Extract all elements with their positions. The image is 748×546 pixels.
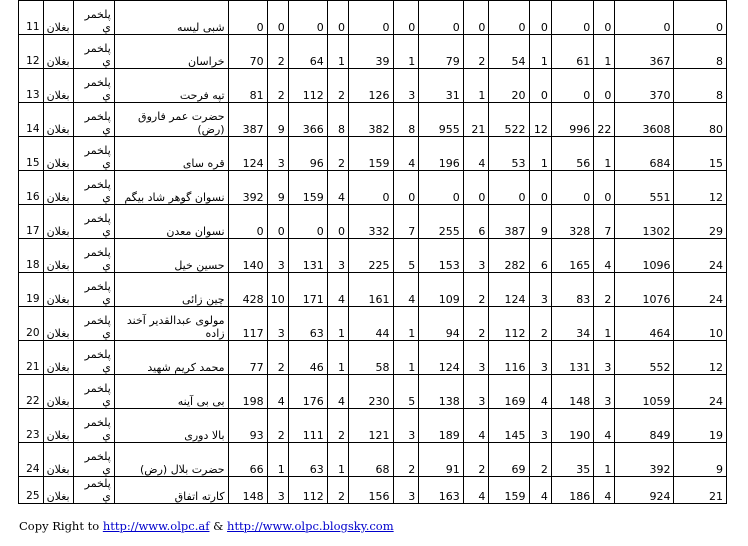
value-cell: 69 bbox=[489, 443, 529, 477]
value-cell: 189 bbox=[419, 409, 464, 443]
value-cell: 392 bbox=[615, 443, 674, 477]
value-cell: 2 bbox=[463, 273, 489, 307]
value-cell: 68 bbox=[348, 443, 393, 477]
province-cell: پلخمري bbox=[73, 171, 114, 205]
value-cell: 392 bbox=[228, 171, 267, 205]
value-cell: 53 bbox=[489, 137, 529, 171]
value-cell: 190 bbox=[551, 409, 593, 443]
value-cell: 1 bbox=[327, 307, 348, 341]
table-row bbox=[19, 239, 727, 273]
value-cell: 112 bbox=[288, 69, 327, 103]
value-cell: 2 bbox=[267, 341, 288, 375]
district-cell: بغلان bbox=[43, 205, 73, 239]
school-name-cell: کارته اتفاق bbox=[114, 477, 228, 504]
value-cell: 198 bbox=[228, 375, 267, 409]
value-cell: 171 bbox=[288, 273, 327, 307]
value-cell: 2 bbox=[393, 443, 419, 477]
value-cell: 94 bbox=[419, 307, 464, 341]
school-name-cell: قره سای bbox=[114, 137, 228, 171]
value-cell: 382 bbox=[348, 103, 393, 137]
value-cell: 39 bbox=[348, 35, 393, 69]
value-cell: 2 bbox=[267, 69, 288, 103]
province-cell: پلخمري bbox=[73, 273, 114, 307]
district-cell: بغلان bbox=[43, 239, 73, 273]
value-cell: 4 bbox=[267, 375, 288, 409]
value-cell: 61 bbox=[551, 35, 593, 69]
value-cell: 0 bbox=[489, 1, 529, 35]
district-cell: بغلان bbox=[43, 375, 73, 409]
value-cell: 3 bbox=[393, 409, 419, 443]
value-cell: 3 bbox=[594, 341, 615, 375]
school-name-cell: تپه فرحت bbox=[114, 69, 228, 103]
value-cell: 4 bbox=[463, 477, 489, 504]
olpc-blogsky-link[interactable]: http://www.olpc.blogsky.com bbox=[227, 519, 394, 533]
row-number: 22 bbox=[19, 375, 44, 409]
value-cell: 4 bbox=[393, 273, 419, 307]
value-cell: 4 bbox=[327, 375, 348, 409]
value-cell: 58 bbox=[348, 341, 393, 375]
value-cell: 186 bbox=[551, 477, 593, 504]
value-cell: 31 bbox=[419, 69, 464, 103]
row-number: 19 bbox=[19, 273, 44, 307]
value-cell: 3 bbox=[529, 341, 551, 375]
value-cell: 282 bbox=[489, 239, 529, 273]
value-cell: 121 bbox=[348, 409, 393, 443]
district-cell: بغلان bbox=[43, 273, 73, 307]
value-cell: 0 bbox=[594, 171, 615, 205]
value-cell: 230 bbox=[348, 375, 393, 409]
province-cell: پلخمري bbox=[73, 477, 114, 504]
value-cell: 1 bbox=[594, 307, 615, 341]
value-cell: 148 bbox=[551, 375, 593, 409]
value-cell: 6 bbox=[529, 239, 551, 273]
value-cell: 0 bbox=[393, 171, 419, 205]
value-cell: 159 bbox=[348, 137, 393, 171]
value-cell: 4 bbox=[393, 137, 419, 171]
value-cell: 96 bbox=[288, 137, 327, 171]
value-cell: 159 bbox=[288, 171, 327, 205]
value-cell: 4 bbox=[594, 477, 615, 504]
value-cell: 0 bbox=[463, 171, 489, 205]
value-cell: 2 bbox=[327, 137, 348, 171]
value-cell: 5 bbox=[393, 239, 419, 273]
value-cell: 1302 bbox=[615, 205, 674, 239]
province-cell: پلخمري bbox=[73, 35, 114, 69]
school-name-cell: حضرت عمر فاروق (رض) bbox=[114, 103, 228, 137]
value-cell: 169 bbox=[489, 375, 529, 409]
schools-table bbox=[18, 0, 727, 504]
value-cell: 156 bbox=[348, 477, 393, 504]
value-cell: 2 bbox=[529, 307, 551, 341]
value-cell: 2 bbox=[463, 307, 489, 341]
school-name-cell: نسوان گوهر شاد بیگم bbox=[114, 171, 228, 205]
value-cell: 131 bbox=[551, 341, 593, 375]
row-number: 24 bbox=[19, 443, 44, 477]
value-cell: 64 bbox=[288, 35, 327, 69]
value-cell: 3 bbox=[267, 137, 288, 171]
value-cell: 5 bbox=[393, 375, 419, 409]
value-cell: 0 bbox=[267, 205, 288, 239]
value-cell: 20 bbox=[489, 69, 529, 103]
value-cell: 66 bbox=[228, 443, 267, 477]
table-row bbox=[19, 273, 727, 307]
table-row bbox=[19, 137, 727, 171]
value-cell: 225 bbox=[348, 239, 393, 273]
value-cell: 159 bbox=[489, 477, 529, 504]
value-cell: 1 bbox=[327, 35, 348, 69]
value-cell: 12 bbox=[674, 171, 727, 205]
value-cell: 255 bbox=[419, 205, 464, 239]
table-row bbox=[19, 171, 727, 205]
value-cell: 7 bbox=[393, 205, 419, 239]
table-body bbox=[19, 1, 727, 504]
value-cell: 1 bbox=[327, 443, 348, 477]
table-row bbox=[19, 103, 727, 137]
province-cell: پلخمري bbox=[73, 205, 114, 239]
value-cell: 0 bbox=[594, 69, 615, 103]
value-cell: 1 bbox=[393, 341, 419, 375]
province-cell: پلخمري bbox=[73, 239, 114, 273]
value-cell: 3 bbox=[529, 273, 551, 307]
district-cell: بغلان bbox=[43, 103, 73, 137]
value-cell: 9 bbox=[267, 103, 288, 137]
copyright-footer bbox=[19, 519, 394, 533]
value-cell: 22 bbox=[594, 103, 615, 137]
value-cell: 8 bbox=[674, 35, 727, 69]
province-cell: پلخمري bbox=[73, 443, 114, 477]
row-number: 25 bbox=[19, 477, 44, 504]
value-cell: 54 bbox=[489, 35, 529, 69]
value-cell: 2 bbox=[594, 273, 615, 307]
value-cell: 145 bbox=[489, 409, 529, 443]
value-cell: 8 bbox=[393, 103, 419, 137]
province-cell: پلخمري bbox=[73, 307, 114, 341]
value-cell: 2 bbox=[327, 477, 348, 504]
value-cell: 4 bbox=[529, 375, 551, 409]
value-cell: 0 bbox=[348, 171, 393, 205]
value-cell: 29 bbox=[674, 205, 727, 239]
table-row bbox=[19, 35, 727, 69]
row-number: 14 bbox=[19, 103, 44, 137]
value-cell: 93 bbox=[228, 409, 267, 443]
school-name-cell: محمد کریم شهید bbox=[114, 341, 228, 375]
table-row bbox=[19, 205, 727, 239]
value-cell: 0 bbox=[327, 1, 348, 35]
value-cell: 0 bbox=[419, 1, 464, 35]
value-cell: 63 bbox=[288, 443, 327, 477]
value-cell: 124 bbox=[489, 273, 529, 307]
value-cell: 24 bbox=[674, 375, 727, 409]
value-cell: 366 bbox=[288, 103, 327, 137]
value-cell: 2 bbox=[463, 443, 489, 477]
value-cell: 79 bbox=[419, 35, 464, 69]
value-cell: 955 bbox=[419, 103, 464, 137]
value-cell: 387 bbox=[228, 103, 267, 137]
value-cell: 551 bbox=[615, 171, 674, 205]
value-cell: 0 bbox=[551, 1, 593, 35]
value-cell: 19 bbox=[674, 409, 727, 443]
value-cell: 332 bbox=[348, 205, 393, 239]
value-cell: 3 bbox=[529, 409, 551, 443]
value-cell: 56 bbox=[551, 137, 593, 171]
table-row bbox=[19, 477, 727, 504]
value-cell: 0 bbox=[393, 1, 419, 35]
value-cell: 77 bbox=[228, 341, 267, 375]
district-cell: بغلان bbox=[43, 409, 73, 443]
value-cell: 6 bbox=[463, 205, 489, 239]
province-cell: پلخمري bbox=[73, 409, 114, 443]
table-row bbox=[19, 341, 727, 375]
district-cell: بغلان bbox=[43, 477, 73, 504]
value-cell: 0 bbox=[529, 1, 551, 35]
link-separator: & bbox=[209, 519, 228, 533]
value-cell: 3 bbox=[267, 477, 288, 504]
copyright-prefix: Copy Right to bbox=[19, 519, 103, 533]
value-cell: 8 bbox=[674, 69, 727, 103]
value-cell: 148 bbox=[228, 477, 267, 504]
table-row bbox=[19, 375, 727, 409]
value-cell: 328 bbox=[551, 205, 593, 239]
value-cell: 3 bbox=[327, 239, 348, 273]
value-cell: 464 bbox=[615, 307, 674, 341]
value-cell: 0 bbox=[529, 171, 551, 205]
value-cell: 3 bbox=[393, 477, 419, 504]
value-cell: 3608 bbox=[615, 103, 674, 137]
value-cell: 3 bbox=[463, 341, 489, 375]
value-cell: 1 bbox=[393, 307, 419, 341]
value-cell: 117 bbox=[228, 307, 267, 341]
value-cell: 3 bbox=[267, 239, 288, 273]
value-cell: 109 bbox=[419, 273, 464, 307]
value-cell: 1 bbox=[594, 137, 615, 171]
province-cell: پلخمري bbox=[73, 69, 114, 103]
value-cell: 161 bbox=[348, 273, 393, 307]
table-row bbox=[19, 307, 727, 341]
value-cell: 0 bbox=[529, 69, 551, 103]
school-name-cell: چین زائی bbox=[114, 273, 228, 307]
value-cell: 0 bbox=[348, 1, 393, 35]
school-name-cell: حضرت بلال (رض) bbox=[114, 443, 228, 477]
value-cell: 3 bbox=[267, 307, 288, 341]
value-cell: 3 bbox=[594, 375, 615, 409]
value-cell: 2 bbox=[327, 409, 348, 443]
row-number: 11 bbox=[19, 1, 44, 35]
value-cell: 1076 bbox=[615, 273, 674, 307]
value-cell: 370 bbox=[615, 69, 674, 103]
district-cell: بغلان bbox=[43, 171, 73, 205]
value-cell: 163 bbox=[419, 477, 464, 504]
value-cell: 138 bbox=[419, 375, 464, 409]
value-cell: 1 bbox=[594, 35, 615, 69]
value-cell: 4 bbox=[327, 273, 348, 307]
value-cell: 9 bbox=[267, 171, 288, 205]
value-cell: 112 bbox=[489, 307, 529, 341]
value-cell: 522 bbox=[489, 103, 529, 137]
table-row bbox=[19, 1, 727, 35]
table-row bbox=[19, 409, 727, 443]
value-cell: 9 bbox=[674, 443, 727, 477]
row-number: 12 bbox=[19, 35, 44, 69]
value-cell: 1 bbox=[463, 69, 489, 103]
value-cell: 1 bbox=[529, 137, 551, 171]
value-cell: 111 bbox=[288, 409, 327, 443]
value-cell: 4 bbox=[529, 477, 551, 504]
value-cell: 124 bbox=[228, 137, 267, 171]
school-name-cell: بالا دوری bbox=[114, 409, 228, 443]
province-cell: پلخمري bbox=[73, 341, 114, 375]
row-number: 20 bbox=[19, 307, 44, 341]
value-cell: 0 bbox=[489, 171, 529, 205]
value-cell: 0 bbox=[288, 205, 327, 239]
value-cell: 21 bbox=[463, 103, 489, 137]
value-cell: 849 bbox=[615, 409, 674, 443]
value-cell: 0 bbox=[327, 205, 348, 239]
row-number: 13 bbox=[19, 69, 44, 103]
school-name-cell: شبی لیسه bbox=[114, 1, 228, 35]
value-cell: 0 bbox=[419, 171, 464, 205]
value-cell: 0 bbox=[267, 1, 288, 35]
school-name-cell: بی بی آینه bbox=[114, 375, 228, 409]
value-cell: 24 bbox=[674, 273, 727, 307]
school-name-cell: حسین خیل bbox=[114, 239, 228, 273]
value-cell: 3 bbox=[463, 239, 489, 273]
district-cell: بغلان bbox=[43, 341, 73, 375]
value-cell: 165 bbox=[551, 239, 593, 273]
value-cell: 0 bbox=[551, 69, 593, 103]
value-cell: 2 bbox=[529, 443, 551, 477]
province-cell: پلخمري bbox=[73, 103, 114, 137]
value-cell: 1 bbox=[529, 35, 551, 69]
value-cell: 91 bbox=[419, 443, 464, 477]
value-cell: 1 bbox=[594, 443, 615, 477]
value-cell: 387 bbox=[489, 205, 529, 239]
school-name-cell: مولوی عبدالقدیر آخند زاده bbox=[114, 307, 228, 341]
value-cell: 4 bbox=[327, 171, 348, 205]
table-row bbox=[19, 69, 727, 103]
value-cell: 1 bbox=[327, 341, 348, 375]
value-cell: 428 bbox=[228, 273, 267, 307]
value-cell: 7 bbox=[594, 205, 615, 239]
value-cell: 367 bbox=[615, 35, 674, 69]
value-cell: 1096 bbox=[615, 239, 674, 273]
value-cell: 2 bbox=[463, 35, 489, 69]
value-cell: 0 bbox=[288, 1, 327, 35]
value-cell: 196 bbox=[419, 137, 464, 171]
value-cell: 4 bbox=[463, 409, 489, 443]
district-cell: بغلان bbox=[43, 307, 73, 341]
district-cell: بغلان bbox=[43, 137, 73, 171]
school-name-cell: نسوان معدن bbox=[114, 205, 228, 239]
olpc-af-link[interactable]: http://www.olpc.af bbox=[102, 519, 210, 533]
value-cell: 116 bbox=[489, 341, 529, 375]
value-cell: 552 bbox=[615, 341, 674, 375]
value-cell: 12 bbox=[529, 103, 551, 137]
value-cell: 1 bbox=[393, 35, 419, 69]
value-cell: 81 bbox=[228, 69, 267, 103]
value-cell: 4 bbox=[463, 137, 489, 171]
row-number: 18 bbox=[19, 239, 44, 273]
value-cell: 0 bbox=[674, 1, 727, 35]
province-cell: پلخمري bbox=[73, 137, 114, 171]
value-cell: 924 bbox=[615, 477, 674, 504]
value-cell: 2 bbox=[267, 35, 288, 69]
value-cell: 35 bbox=[551, 443, 593, 477]
value-cell: 70 bbox=[228, 35, 267, 69]
row-number: 21 bbox=[19, 341, 44, 375]
value-cell: 46 bbox=[288, 341, 327, 375]
province-cell: پلخمري bbox=[73, 1, 114, 35]
data-sheet bbox=[18, 0, 727, 504]
value-cell: 0 bbox=[228, 205, 267, 239]
value-cell: 4 bbox=[594, 409, 615, 443]
value-cell: 8 bbox=[327, 103, 348, 137]
value-cell: 2 bbox=[267, 409, 288, 443]
district-cell: بغلان bbox=[43, 443, 73, 477]
district-cell: بغلان bbox=[43, 69, 73, 103]
value-cell: 1059 bbox=[615, 375, 674, 409]
row-number: 17 bbox=[19, 205, 44, 239]
district-cell: بغلان bbox=[43, 35, 73, 69]
value-cell: 131 bbox=[288, 239, 327, 273]
value-cell: 0 bbox=[463, 1, 489, 35]
value-cell: 83 bbox=[551, 273, 593, 307]
value-cell: 10 bbox=[267, 273, 288, 307]
value-cell: 0 bbox=[228, 1, 267, 35]
value-cell: 124 bbox=[419, 341, 464, 375]
value-cell: 3 bbox=[463, 375, 489, 409]
value-cell: 24 bbox=[674, 239, 727, 273]
value-cell: 176 bbox=[288, 375, 327, 409]
value-cell: 112 bbox=[288, 477, 327, 504]
value-cell: 0 bbox=[594, 1, 615, 35]
district-cell: بغلان bbox=[43, 1, 73, 35]
province-cell: پلخمري bbox=[73, 375, 114, 409]
value-cell: 44 bbox=[348, 307, 393, 341]
value-cell: 15 bbox=[674, 137, 727, 171]
value-cell: 996 bbox=[551, 103, 593, 137]
value-cell: 0 bbox=[551, 171, 593, 205]
value-cell: 80 bbox=[674, 103, 727, 137]
value-cell: 140 bbox=[228, 239, 267, 273]
value-cell: 126 bbox=[348, 69, 393, 103]
value-cell: 153 bbox=[419, 239, 464, 273]
value-cell: 10 bbox=[674, 307, 727, 341]
value-cell: 0 bbox=[615, 1, 674, 35]
value-cell: 4 bbox=[594, 239, 615, 273]
row-number: 23 bbox=[19, 409, 44, 443]
school-name-cell: خراسان bbox=[114, 35, 228, 69]
value-cell: 9 bbox=[529, 205, 551, 239]
row-number: 15 bbox=[19, 137, 44, 171]
value-cell: 3 bbox=[393, 69, 419, 103]
value-cell: 12 bbox=[674, 341, 727, 375]
value-cell: 21 bbox=[674, 477, 727, 504]
value-cell: 684 bbox=[615, 137, 674, 171]
value-cell: 1 bbox=[267, 443, 288, 477]
value-cell: 34 bbox=[551, 307, 593, 341]
row-number: 16 bbox=[19, 171, 44, 205]
value-cell: 63 bbox=[288, 307, 327, 341]
value-cell: 2 bbox=[327, 69, 348, 103]
table-row bbox=[19, 443, 727, 477]
